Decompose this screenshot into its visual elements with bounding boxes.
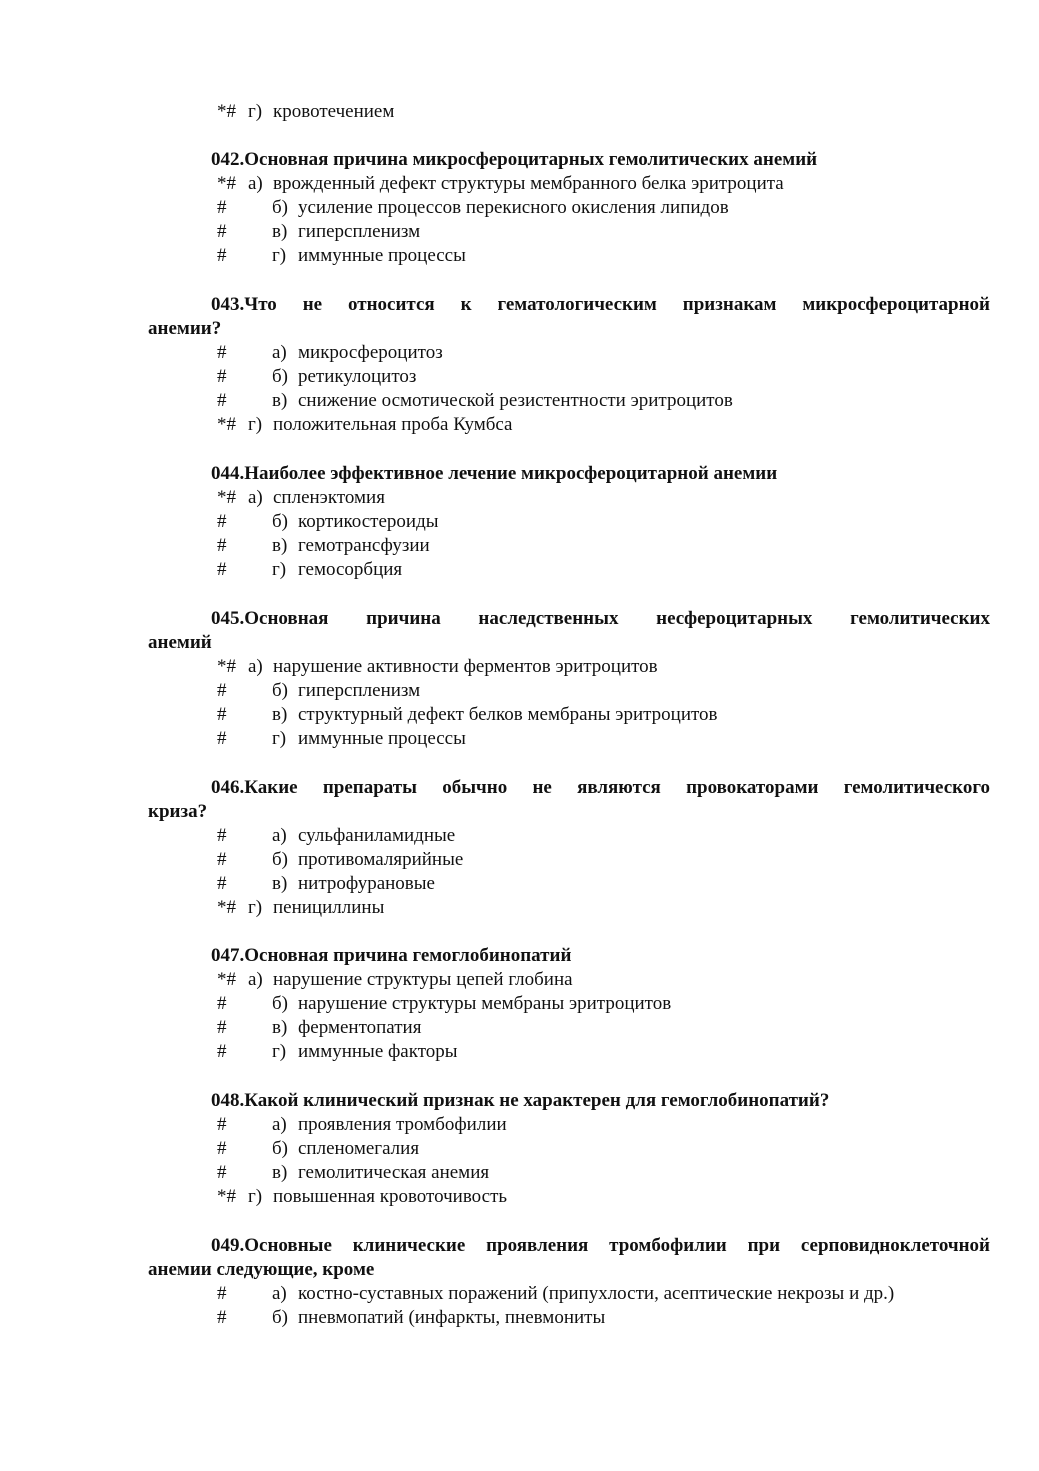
answer-text: повышенная кровоточивость [273, 1186, 508, 1207]
answer-letter: г) [248, 897, 263, 918]
answer-letter: г) [248, 101, 263, 122]
answer-letter: в) [272, 704, 288, 725]
answer-marker: # [217, 728, 227, 749]
answer-text: нарушение структуры мембраны эритроцитов [298, 993, 672, 1014]
question-048 [148, 1089, 990, 1113]
answer-letter: в) [272, 873, 288, 894]
answer-letter: б) [272, 849, 288, 870]
answer-letter: г) [248, 414, 263, 435]
answer-letter: г) [272, 245, 287, 266]
answer-marker: # [217, 559, 227, 580]
answer-marker: # [217, 680, 227, 701]
question-text: 044.Наиболее эффективное лечение микросфероцитарной анемии [211, 463, 778, 484]
answer-text: пенициллины [273, 897, 385, 918]
answer-marker: *# [217, 897, 236, 918]
question-text-continued: криза? [148, 801, 208, 822]
answer-marker: # [217, 197, 227, 218]
question-text-continued: анемий [148, 632, 212, 653]
answer-marker: *# [217, 101, 236, 122]
question-046 [148, 776, 990, 824]
answer-marker: *# [217, 173, 236, 194]
answer-text: ретикулоцитоз [298, 366, 417, 387]
answer-text: иммунные процессы [298, 728, 466, 749]
answer-marker: # [217, 1283, 227, 1304]
answer-marker: # [217, 825, 227, 846]
answer-text: сульфаниламидные [298, 825, 456, 846]
answer-text: снижение осмотической резистентности эритроцитов [298, 390, 733, 411]
answer-marker: *# [217, 414, 236, 435]
question-text: 045.Основная причина наследственных несфероцитарных гемолитических [211, 608, 990, 629]
answer-marker: # [217, 1138, 227, 1159]
answer-letter: г) [248, 1186, 263, 1207]
answer-marker: # [217, 342, 227, 363]
answer-text: проявления тромбофилии [298, 1114, 507, 1135]
answer-letter: г) [272, 559, 287, 580]
question-text: 046.Какие препараты обычно не являются провокаторами гемолитического [211, 777, 990, 798]
answer-text: нарушение структуры цепей глобина [273, 969, 573, 990]
answer-text: микросфероцитоз [298, 342, 443, 363]
answer-letter: б) [272, 680, 288, 701]
answer-text: положительная проба Кумбса [273, 414, 513, 435]
answer-letter: в) [272, 390, 288, 411]
answer-text: спленомегалия [298, 1138, 420, 1159]
answer-marker: *# [217, 1186, 236, 1207]
answer-letter: в) [272, 1162, 288, 1183]
answer-letter: г) [272, 1041, 287, 1062]
answer-text: врожденный дефект структуры мембранного белка эритроцита [273, 173, 784, 194]
question-text: 047.Основная причина гемоглобинопатий [211, 945, 572, 966]
answer-letter: а) [272, 342, 287, 363]
question-text: 043.Что не относится к гематологическим признакам микросфероцитарной [211, 294, 990, 315]
question-047 [148, 944, 990, 968]
answer-marker: # [217, 245, 227, 266]
answer-text: усиление процессов перекисного окисления липидов [298, 197, 729, 218]
answer-marker: # [217, 511, 227, 532]
answer-text: костно-суставных поражений (припухлости, асептические некрозы и др.) [298, 1283, 895, 1304]
question-042 [148, 148, 990, 172]
question-049 [148, 1234, 990, 1282]
answer-marker: *# [217, 487, 236, 508]
answer-marker: # [217, 993, 227, 1014]
answer-text: иммунные факторы [298, 1041, 458, 1062]
answer-text: структурный дефект белков мембраны эритроцитов [298, 704, 718, 725]
question-text: 048.Какой клинический признак не характерен для гемоглобинопатий? [211, 1090, 830, 1111]
answer-letter: а) [248, 487, 263, 508]
answer-letter: а) [248, 173, 263, 194]
answer-marker: # [217, 535, 227, 556]
answer-letter: б) [272, 366, 288, 387]
answer-letter: г) [272, 728, 287, 749]
answer-letter: б) [272, 1307, 288, 1328]
answer-text: нарушение активности ферментов эритроцитов [273, 656, 658, 677]
answer-letter: б) [272, 197, 288, 218]
answer-letter: б) [272, 1138, 288, 1159]
answer-text: противомалярийные [298, 849, 464, 870]
answer-letter: в) [272, 221, 288, 242]
question-text: 042.Основная причина микросфероцитарных гемолитических анемий [211, 149, 818, 170]
question-043 [148, 293, 990, 341]
answer-letter: б) [272, 993, 288, 1014]
answer-marker: # [217, 1307, 227, 1328]
question-text-continued: анемии? [148, 318, 222, 339]
answer-text: кровотечением [273, 101, 395, 122]
answer-marker: # [217, 1114, 227, 1135]
answer-letter: а) [272, 1114, 287, 1135]
question-044 [148, 462, 990, 486]
answer-marker: # [217, 704, 227, 725]
answer-text: гемолитическая анемия [298, 1162, 490, 1183]
answer-text: кортикостероиды [298, 511, 439, 532]
answer-marker: *# [217, 969, 236, 990]
answer-marker: # [217, 849, 227, 870]
question-text-continued: анемии следующие, кроме [148, 1259, 375, 1280]
answer-text: ферментопатия [298, 1017, 422, 1038]
answer-text: спленэктомия [273, 487, 385, 508]
answer-marker: # [217, 1017, 227, 1038]
answer-text: гиперспленизм [298, 221, 421, 242]
answer-text: гиперспленизм [298, 680, 421, 701]
answer-marker: # [217, 1162, 227, 1183]
answer-letter: а) [272, 1283, 287, 1304]
answer-marker: # [217, 366, 227, 387]
answer-text: пневмопатий (инфаркты, пневмониты [298, 1307, 606, 1328]
question-045 [148, 607, 990, 655]
answer-letter: а) [248, 969, 263, 990]
answer-letter: в) [272, 535, 288, 556]
answer-letter: а) [272, 825, 287, 846]
answer-marker: # [217, 873, 227, 894]
answer-text: иммунные процессы [298, 245, 466, 266]
answer-letter: б) [272, 511, 288, 532]
answer-marker: # [217, 1041, 227, 1062]
answer-text: гемосорбция [298, 559, 403, 580]
answer-marker: *# [217, 656, 236, 677]
answer-marker: # [217, 390, 227, 411]
question-text: 049.Основные клинические проявления тромбофилии при серповидноклеточной [211, 1235, 990, 1256]
answer-letter: а) [248, 656, 263, 677]
answer-text: нитрофурановые [298, 873, 435, 894]
answer-marker: # [217, 221, 227, 242]
answer-text: гемотрансфузии [298, 535, 430, 556]
answer-letter: в) [272, 1017, 288, 1038]
